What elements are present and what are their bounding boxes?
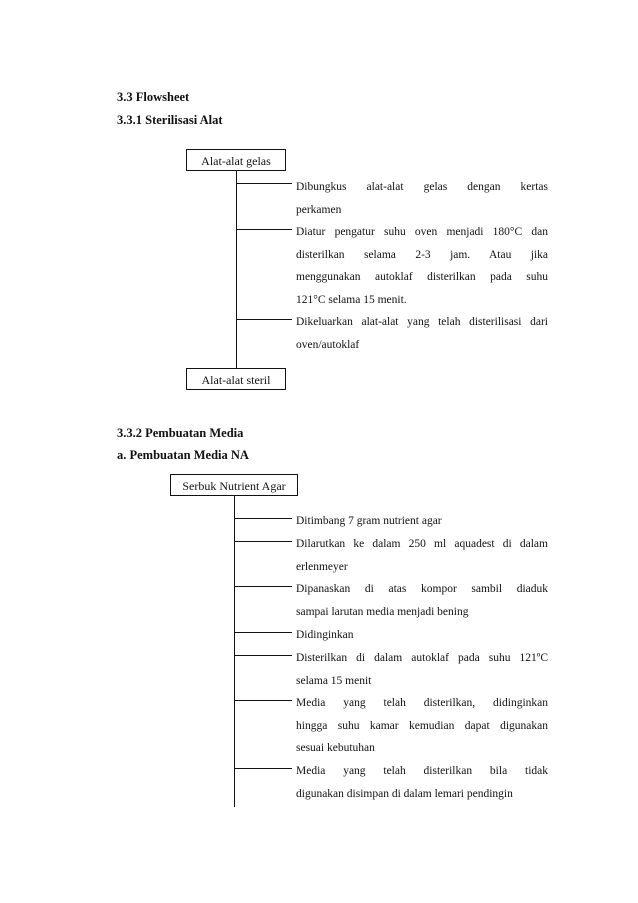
- step-line: hingga suhu kamar kemudian dapat digunakan: [296, 719, 548, 732]
- step-line: Dilarutkan ke dalam 250 ml aquadest di dalam: [296, 538, 548, 550]
- step-diatur-oven: [296, 221, 548, 312]
- step-ditimbang: [296, 510, 548, 533]
- step-dipanaskan: [296, 578, 548, 623]
- step-line: sesuai kebutuhan: [296, 742, 375, 755]
- step-line: selama 15 menit: [296, 674, 372, 687]
- step-line: disterilkan selama 2-3 jam. Atau jika: [296, 248, 548, 261]
- step-line: digunakan disimpan di dalam lemari pendingin: [296, 787, 513, 800]
- start-box-serbuk-nutrient-agar: Serbuk Nutrient Agar: [170, 474, 298, 496]
- step-dilarutkan: [296, 533, 548, 578]
- step-connector: [236, 183, 292, 184]
- step-connector: [234, 541, 292, 542]
- step-connector: [236, 229, 292, 230]
- section-title-pembuatan-media: 3.3.2 Pembuatan Media: [117, 426, 244, 440]
- step-line: Diatur pengatur suhu oven menjadi 180°C dan: [296, 226, 548, 238]
- step-line: Media yang telah disterilkan, didinginkan: [296, 697, 548, 709]
- step-connector: [234, 632, 292, 633]
- step-didinginkan: [296, 624, 548, 647]
- section-title-flowsheet: 3.3 Flowsheet: [117, 90, 190, 104]
- step-line: Didinginkan: [296, 629, 354, 641]
- step-dibungkus: [296, 176, 548, 221]
- step-line: sampai larutan media menjadi bening: [296, 605, 469, 618]
- flow-line: [236, 171, 237, 368]
- step-connector: [234, 700, 292, 701]
- step-connector: [236, 319, 292, 320]
- step-line: Dipanaskan di atas kompor sambil diaduk: [296, 583, 548, 595]
- step-connector: [234, 655, 292, 656]
- step-line: erlenmeyer: [296, 560, 348, 573]
- step-disterilkan: [296, 647, 548, 692]
- step-connector: [234, 768, 292, 769]
- step-line: Ditimbang 7 gram nutrient agar: [296, 515, 442, 527]
- sub-title-media-na: a. Pembuatan Media NA: [117, 448, 249, 462]
- step-dikeluarkan: [296, 311, 548, 356]
- section-title-sterilisasi: 3.3.1 Sterilisasi Alat: [117, 113, 223, 127]
- step-line: perkamen: [296, 203, 342, 216]
- step-connector: [234, 586, 292, 587]
- step-line: oven/autoklaf: [296, 338, 360, 351]
- step-connector: [234, 518, 292, 519]
- start-box-alat-gelas: Alat-alat gelas: [186, 149, 286, 171]
- step-line: 121°C selama 15 menit.: [296, 294, 407, 307]
- step-line: Media yang telah disterilkan bila tidak: [296, 765, 548, 777]
- step-line: Dibungkus alat-alat gelas dengan kertas: [296, 181, 548, 193]
- end-box-alat-steril: Alat-alat steril: [186, 368, 286, 390]
- step-line: Disterilkan di dalam autoklaf pada suhu 121ºC: [296, 652, 548, 664]
- flow-line: [234, 496, 235, 807]
- step-media-didinginkan: [296, 692, 548, 760]
- step-line: menggunakan autoklaf disterilkan pada suhu: [296, 271, 548, 284]
- step-line: Dikeluarkan alat-alat yang telah disterilisasi dari: [296, 316, 548, 328]
- step-media-disimpan: [296, 760, 548, 805]
